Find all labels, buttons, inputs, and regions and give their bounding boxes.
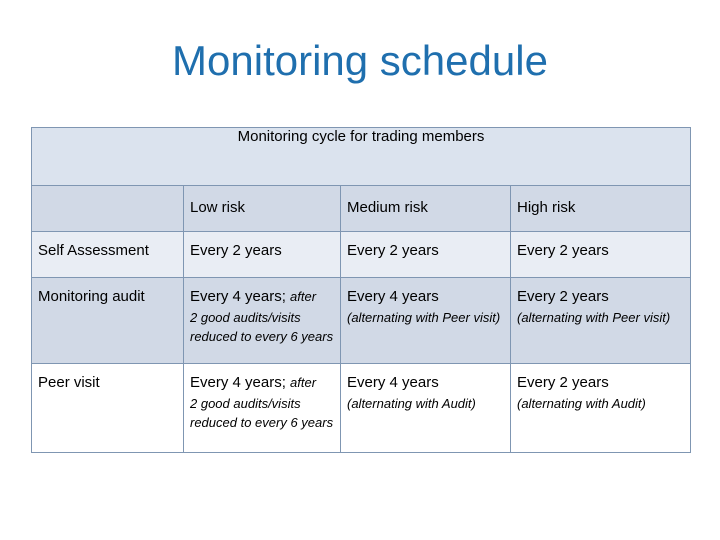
table-cell: Every 2 years	[511, 232, 691, 278]
table-cell: Every 2 years	[184, 232, 341, 278]
monitoring-cycle-table	[31, 127, 691, 453]
slide-title: Monitoring schedule	[172, 37, 548, 84]
table-cell: Every 2 years (alternating with Peer visit)	[511, 278, 691, 364]
row-label: Monitoring audit	[32, 278, 184, 364]
table-cell: Every 2 years (alternating with Audit)	[511, 364, 691, 453]
table-cell: Every 4 years (alternating with Audit)	[341, 364, 511, 453]
table-header-row	[32, 186, 691, 232]
header-medium-risk: Medium risk	[341, 186, 511, 232]
table-row-monitoring-audit	[32, 278, 691, 364]
table-caption: Monitoring cycle for trading members	[32, 128, 691, 186]
table-cell: Every 4 years; after 2 good audits/visits reduced to every 6 years	[184, 278, 341, 364]
table-row-peer-visit	[32, 364, 691, 453]
row-label: Self Assessment	[32, 232, 184, 278]
header-low-risk: Low risk	[184, 186, 341, 232]
table-cell: Every 4 years (alternating with Peer visit)	[341, 278, 511, 364]
table-cell: Every 4 years; after 2 good audits/visits reduced to every 6 years	[184, 364, 341, 453]
header-empty-cell	[32, 186, 184, 232]
header-high-risk: High risk	[511, 186, 691, 232]
table-row-self-assessment	[32, 232, 691, 278]
row-label: Peer visit	[32, 364, 184, 453]
table-cell: Every 2 years	[341, 232, 511, 278]
